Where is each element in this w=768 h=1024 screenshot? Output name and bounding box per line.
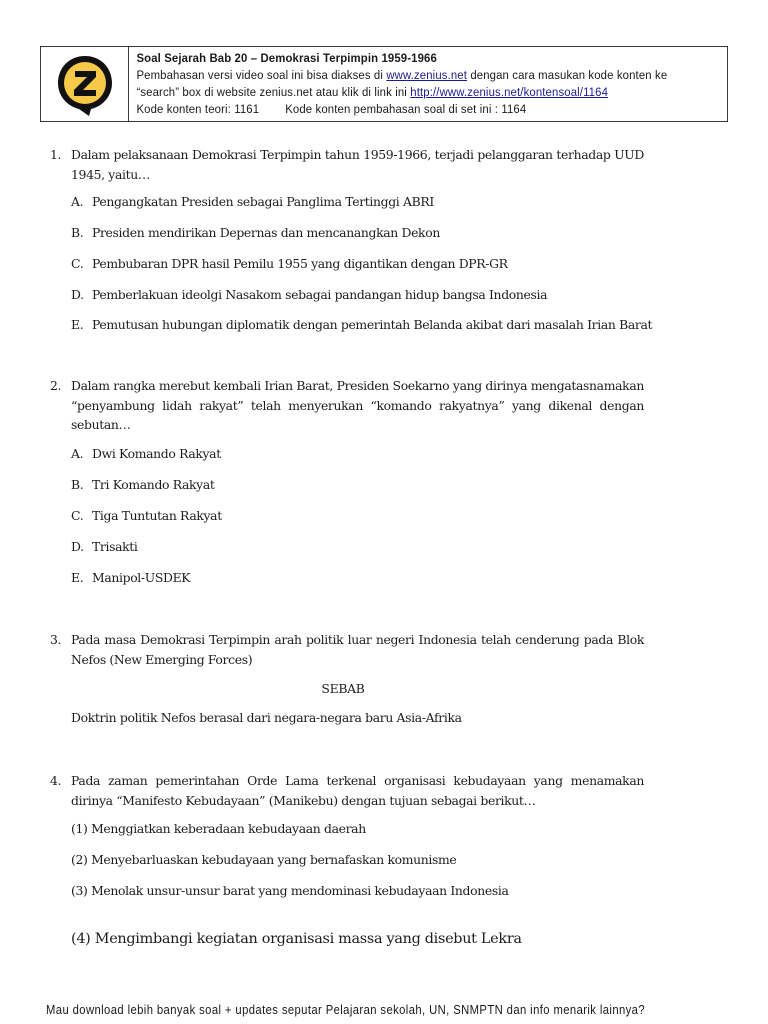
option-text: Trisakti	[92, 539, 138, 554]
zenius-logo-icon	[55, 53, 115, 117]
sebab-connector: SEBAB	[321, 681, 365, 696]
option-text: Presiden mendirikan Depernas dan mencanangkan Dekon	[92, 225, 440, 240]
option-letter: E.	[71, 570, 84, 585]
option-text: Manipol-USDEK	[92, 570, 191, 585]
q2-option-a	[71, 445, 221, 463]
kode-pembahasan: Kode konten pembahasan soal di set ini : 1164	[285, 102, 527, 116]
question-number: 3.	[50, 632, 62, 647]
option-letter: D.	[71, 539, 84, 554]
question-stem: Pada masa Demokrasi Terpimpin arah politik luar negeri Indonesia telah cenderung pada Blok Nefos (New Emerging Forces)	[71, 632, 644, 667]
question-2	[50, 376, 644, 435]
document-title: Soal Sejarah Bab 20 – Demokrasi Terpimpin 1959-1966	[136, 51, 437, 65]
kode-teori: Kode konten teori: 1161	[136, 102, 260, 116]
q4-statement-4: (4) Mengimbangi kegiatan organisasi massa yang disebut Lekra	[71, 931, 522, 947]
option-letter: E.	[71, 317, 84, 332]
q4-statement-3: (3) Menolak unsur-unsur barat yang mendominasi kebudayaan Indonesia	[71, 883, 509, 898]
header-line-3	[136, 101, 667, 118]
header-line-2-prefix: “search” box di website zenius.net atau klik di link ini	[136, 85, 411, 99]
q2-option-e	[71, 569, 190, 587]
q1-option-e	[71, 316, 652, 334]
q3-reason: Doktrin politik Nefos berasal dari negara-negara baru Asia-Afrika	[71, 710, 462, 725]
q1-option-a	[71, 193, 434, 211]
question-number: 4.	[50, 773, 62, 788]
option-letter: B.	[71, 225, 84, 240]
footer-promo-text: Mau download lebih banyak soal + updates seputar Pelajaran sekolah, UN, SNMPTN dan info menarik lainnya?	[46, 1003, 646, 1017]
option-text: Pembubaran DPR hasil Pemilu 1955 yang digantikan dengan DPR-GR	[92, 256, 508, 271]
logo-cell	[41, 47, 129, 121]
question-number: 1.	[50, 147, 62, 162]
question-stem: Dalam pelaksanaan Demokrasi Terpimpin tahun 1959-1966, terjadi pelanggaran terhadap UUD 1945, yaitu…	[71, 147, 644, 182]
kontensoal-link[interactable]: http://www.zenius.net/kontensoal/1164	[410, 85, 609, 99]
zenius-website-link[interactable]: www.zenius.net	[386, 68, 468, 82]
question-1	[50, 145, 644, 184]
option-letter: C.	[71, 508, 84, 523]
option-letter: A.	[71, 446, 84, 461]
option-letter: A.	[71, 194, 84, 209]
q1-option-b	[71, 224, 440, 242]
q4-statement-1: (1) Menggiatkan keberadaan kebudayaan daerah	[71, 821, 366, 836]
option-text: Tiga Tuntutan Rakyat	[92, 508, 222, 523]
header-line-2	[136, 84, 667, 101]
q2-option-b	[71, 476, 215, 494]
q1-option-c	[71, 255, 508, 273]
option-text: Pemutusan hubungan diplomatik dengan pemerintah Belanda akibat dari masalah Irian Barat	[92, 317, 653, 332]
q2-option-c	[71, 507, 222, 525]
question-stem: Pada zaman pemerintahan Orde Lama terkenal organisasi kebudayaan yang menamakan dirinya “Manifesto Kebudayaan” (Manikebu) dengan tujuan sebagai berikut…	[71, 773, 644, 808]
header-line-1	[136, 67, 667, 84]
option-letter: C.	[71, 256, 84, 271]
header-line-1-prefix: Pembahasan versi video soal ini bisa diakses di	[136, 68, 387, 82]
option-letter: D.	[71, 287, 84, 302]
option-letter: B.	[71, 477, 84, 492]
header-line-1-suffix: dengan cara masukan kode konten ke	[467, 68, 668, 82]
header-text	[129, 47, 667, 121]
question-number: 2.	[50, 378, 62, 393]
question-4	[50, 771, 644, 810]
option-text: Pemberlakuan ideolgi Nasakom sebagai pandangan hidup bangsa Indonesia	[92, 287, 548, 302]
q1-option-d	[71, 286, 547, 304]
option-text: Tri Komando Rakyat	[92, 477, 215, 492]
question-stem: Dalam rangka merebut kembali Irian Barat, Presiden Soekarno yang dirinya mengatasnamakan “penyambung lidah rakyat” telah menyerukan “komando rakyatnya” yang dikenal dengan sebutan…	[71, 378, 644, 432]
option-text: Dwi Komando Rakyat	[92, 446, 221, 461]
q4-statement-2: (2) Menyebarluaskan kebudayaan yang bernafaskan komunisme	[71, 852, 457, 867]
header-box	[40, 46, 728, 122]
option-text: Pengangkatan Presiden sebagai Panglima Tertinggi ABRI	[92, 194, 434, 209]
q2-option-d	[71, 538, 138, 556]
question-3	[50, 630, 644, 669]
